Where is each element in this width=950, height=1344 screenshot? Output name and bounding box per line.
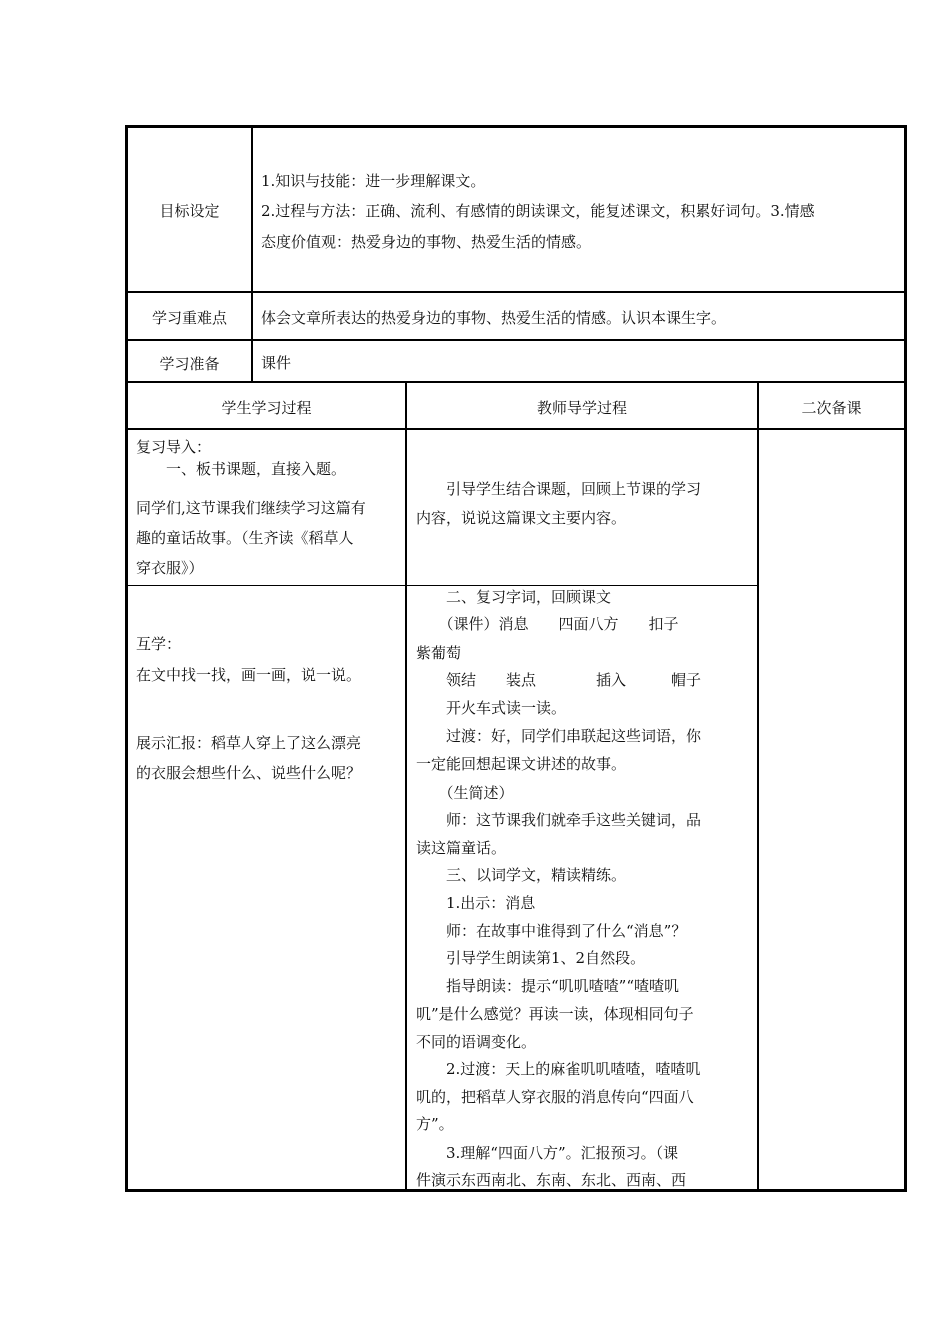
teacher-text-line: 紫葡萄 — [416, 644, 462, 662]
student-text-line: 同学们,这节课我们继续学习这篇有 — [136, 499, 366, 517]
teacher-text-line: 指导朗读：提示“叽叽喳喳”“喳喳叽 — [416, 977, 680, 995]
row-divider-goal — [125, 291, 907, 293]
teacher-text-line: 二、复习字词，回顾课文 — [416, 588, 612, 606]
teacher-text-line: 三、以词学文，精读精练。 — [416, 866, 627, 884]
student-text-line: 穿衣服》） — [136, 559, 204, 577]
teacher-text-line: 引导学生朗读第1、2自然段。 — [416, 949, 646, 967]
teacher-text-line: 过渡：好，同学们串联起这些词语，你 — [416, 727, 702, 745]
teacher-text-line: 引导学生结合课题，回顾上节课的学习 — [416, 480, 702, 498]
teacher-text-line: 内容，说说这篇课文主要内容。 — [416, 509, 627, 527]
column-header-teacher: 教师导学过程 — [536, 399, 627, 417]
teacher-text-line: 师：在故事中谁得到了什么“消息”？ — [416, 922, 687, 940]
teacher-text-line: 领结 装点 插入 帽子 — [416, 671, 702, 689]
teacher-text-line: （生简述） — [416, 784, 514, 802]
student-text-line: 展示汇报：稻草人穿上了这么漂亮 — [136, 734, 362, 752]
col-divider-label — [251, 125, 253, 381]
student-text-line: 复习导入： — [136, 438, 212, 456]
column-header-student: 学生学习过程 — [221, 399, 312, 417]
teacher-text-line: 1.出示：消息 — [416, 894, 536, 912]
student-text-line: 一、板书课题，直接入题。 — [136, 460, 347, 478]
teacher-text-line: 方”。 — [416, 1115, 454, 1133]
student-text-line: 趣的童话故事。（生齐读《稻草人 — [136, 529, 354, 547]
difficulty-label: 学习重难点 — [151, 309, 227, 327]
teacher-text-line: 读这篇童话。 — [416, 839, 507, 857]
teacher-text-line: 叽”是什么感觉？再读一读，体现相同句子 — [416, 1005, 694, 1023]
teacher-text-line: 2.过渡：天上的麻雀叽叽喳喳，喳喳叽 — [416, 1060, 701, 1078]
col-divider-student — [405, 381, 407, 1192]
difficulty-text: 体会文章所表达的热爱身边的事物、热爱生活的情感。认识本课生字。 — [261, 309, 727, 327]
goal-line-3: 态度价值观：热爱身边的事物、热爱生活的情感。 — [261, 233, 592, 251]
teacher-text-line: （课件）消息 四面八方 扣子 — [416, 615, 679, 633]
teacher-text-line: 件演示东西南北、东南、东北、西南、西 — [416, 1171, 687, 1189]
preparation-label: 学习准备 — [159, 355, 220, 373]
teacher-text-line: 开火车式读一读。 — [416, 699, 567, 717]
teacher-text-line: 3.理解“四面八方”。汇报预习。（课 — [416, 1144, 679, 1162]
goal-line-1: 1.知识与技能：进一步理解课文。 — [261, 172, 486, 190]
row-divider-preparation — [125, 381, 907, 383]
preparation-text: 课件 — [261, 354, 292, 372]
row-divider-column-header — [125, 428, 907, 430]
goal-line-2: 2.过程与方法：正确、流利、有感情的朗读课文，能复述课文，积累好词句。3.情感 — [261, 202, 815, 220]
goal-label: 目标设定 — [159, 202, 220, 220]
teacher-text-line: 一定能回想起课文讲述的故事。 — [416, 755, 627, 773]
column-header-second: 二次备课 — [801, 399, 862, 417]
teacher-text-line: 不同的语调变化。 — [416, 1033, 537, 1051]
student-text-line: 互学： — [136, 635, 182, 653]
student-text-line: 在文中找一找，画一画，说一说。 — [136, 666, 362, 684]
col-divider-teacher — [757, 381, 759, 1192]
student-text-line: 的衣服会想些什么、说些什么呢？ — [136, 764, 362, 782]
teacher-text-line: 叽的，把稻草人穿衣服的消息传向“四面八 — [416, 1088, 694, 1106]
teacher-text-line: 师：这节课我们就牵手这些关键词，品 — [416, 811, 702, 829]
row-divider-difficulty — [125, 339, 907, 341]
